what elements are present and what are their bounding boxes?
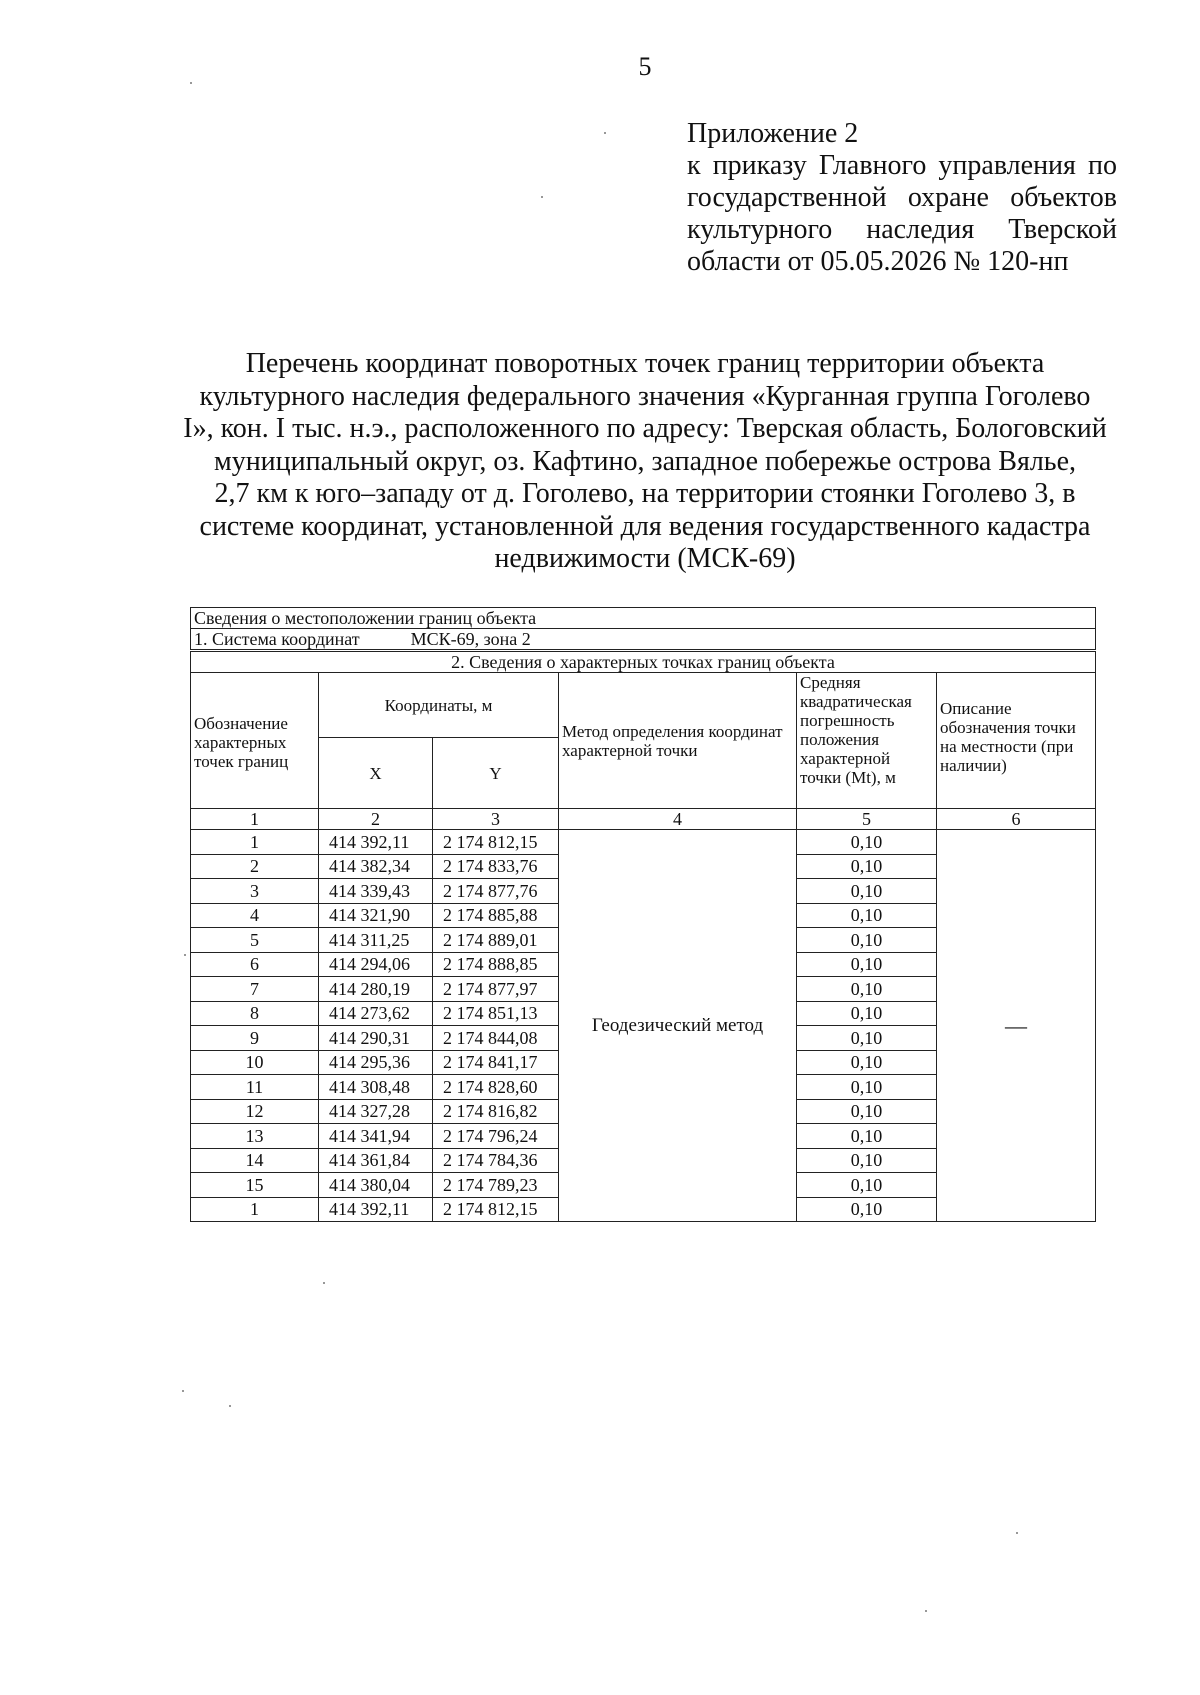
x-coordinate-cell: 414 341,94 [319, 1124, 433, 1149]
point-number-cell: 11 [191, 1075, 319, 1100]
y-coordinate-cell: 2 174 812,15 [433, 1197, 559, 1222]
scan-speck [190, 82, 192, 84]
scan-speck [1016, 1532, 1018, 1534]
document-title [170, 348, 1120, 576]
col-number-5: 5 [797, 809, 937, 830]
x-coordinate-cell: 414 273,62 [319, 1001, 433, 1026]
scan-speck [229, 1405, 231, 1407]
point-number-cell: 15 [191, 1173, 319, 1198]
scan-speck [184, 954, 186, 956]
col-number-4: 4 [559, 809, 797, 830]
x-coordinate-cell: 414 280,19 [319, 977, 433, 1002]
error-cell: 0,10 [797, 903, 937, 928]
header-error: Средняя квадратическая погрешность положения характерной точки (Mt), м [797, 673, 937, 809]
scan-speck [925, 1610, 927, 1612]
x-coordinate-cell: 414 295,36 [319, 1050, 433, 1075]
header-point-designation: Обозначение характерных точек границ [191, 673, 319, 809]
col-number-3: 3 [433, 809, 559, 830]
x-coordinate-cell: 414 290,31 [319, 1026, 433, 1051]
col-number-2: 2 [319, 809, 433, 830]
point-number-cell: 6 [191, 952, 319, 977]
header-method: Метод определения координат характерной точки [559, 673, 797, 809]
x-coordinate-cell: 414 361,84 [319, 1148, 433, 1173]
coordinate-system-label: 1. Система координат [194, 629, 360, 649]
y-coordinate-cell: 2 174 828,60 [433, 1075, 559, 1100]
col-number-6: 6 [937, 809, 1096, 830]
page-number: 5 [638, 52, 652, 81]
y-coordinate-cell: 2 174 833,76 [433, 854, 559, 879]
x-coordinate-cell: 414 311,25 [319, 928, 433, 953]
error-cell: 0,10 [797, 1001, 937, 1026]
y-coordinate-cell: 2 174 789,23 [433, 1173, 559, 1198]
title-line-2: культурного наследия федерального значения «Курганная группа Гоголево [199, 380, 1091, 412]
title-line-6: системе координат, установленной для ведения государственного кадастра [199, 510, 1091, 542]
x-coordinate-cell: 414 327,28 [319, 1099, 433, 1124]
point-number-cell: 3 [191, 879, 319, 904]
error-cell: 0,10 [797, 1173, 937, 1198]
y-coordinate-cell: 2 174 888,85 [433, 952, 559, 977]
coordinate-system-value: МСК-69, зона 2 [410, 629, 531, 649]
header-description: Описание обозначения точки на местности (при наличии) [937, 673, 1096, 809]
point-number-cell: 2 [191, 854, 319, 879]
coordinate-system-row [191, 629, 1096, 651]
appendix-line-1: Приложение 2 [687, 118, 859, 149]
col-number-1: 1 [191, 809, 319, 830]
error-cell: 0,10 [797, 1148, 937, 1173]
error-cell: 0,10 [797, 854, 937, 879]
y-coordinate-cell: 2 174 885,88 [433, 903, 559, 928]
title-line-7: недвижимости (МСК-69) [494, 543, 796, 574]
method-cell: Геодезический метод [559, 830, 797, 1222]
x-coordinate-cell: 414 339,43 [319, 879, 433, 904]
x-coordinate-cell: 414 392,11 [319, 830, 433, 855]
table-row [191, 830, 1096, 855]
header-coordinates: Координаты, м [319, 673, 559, 738]
appendix-line-3: государственной охране объектов [687, 182, 1117, 213]
point-number-cell: 13 [191, 1124, 319, 1149]
x-coordinate-cell: 414 382,34 [319, 854, 433, 879]
title-line-3: I», кон. I тыс. н.э., расположенного по адресу: Тверская область, Бологовский [183, 413, 1107, 444]
appendix-line-5: области от 05.05.2026 № 120-нп [687, 246, 1069, 277]
error-cell: 0,10 [797, 977, 937, 1002]
y-coordinate-cell: 2 174 812,15 [433, 830, 559, 855]
point-number-cell: 7 [191, 977, 319, 1002]
appendix-line-2: к приказу Главного управления по [687, 150, 1117, 181]
error-cell: 0,10 [797, 879, 937, 904]
point-number-cell: 1 [191, 830, 319, 855]
scan-speck [323, 1282, 325, 1284]
x-coordinate-cell: 414 392,11 [319, 1197, 433, 1222]
y-coordinate-cell: 2 174 816,82 [433, 1099, 559, 1124]
point-number-cell: 10 [191, 1050, 319, 1075]
description-cell: — [937, 830, 1096, 1222]
error-cell: 0,10 [797, 1075, 937, 1100]
section-title: Сведения о местоположении границ объекта [191, 608, 1096, 629]
error-cell: 0,10 [797, 830, 937, 855]
x-coordinate-cell: 414 380,04 [319, 1173, 433, 1198]
point-number-cell: 12 [191, 1099, 319, 1124]
point-number-cell: 9 [191, 1026, 319, 1051]
scan-speck [182, 1390, 184, 1392]
y-coordinate-cell: 2 174 851,13 [433, 1001, 559, 1026]
x-coordinate-cell: 414 308,48 [319, 1075, 433, 1100]
title-line-4: муниципальный округ, оз. Кафтино, западное побережье острова Вялье, [213, 445, 1077, 477]
title-line-5: 2,7 км к юго–западу от д. Гоголево, на территории стоянки Гоголево 3, в [214, 478, 1076, 509]
y-coordinate-cell: 2 174 877,76 [433, 879, 559, 904]
title-line-1: Перечень координат поворотных точек границ территории объекта [245, 348, 1045, 379]
y-coordinate-cell: 2 174 784,36 [433, 1148, 559, 1173]
scan-speck [604, 132, 606, 134]
error-cell: 0,10 [797, 1197, 937, 1222]
point-number-cell: 8 [191, 1001, 319, 1026]
point-number-cell: 5 [191, 928, 319, 953]
y-coordinate-cell: 2 174 877,97 [433, 977, 559, 1002]
coordinates-table [190, 607, 1096, 1222]
y-coordinate-cell: 2 174 841,17 [433, 1050, 559, 1075]
table-body [191, 830, 1096, 1222]
y-coordinate-cell: 2 174 889,01 [433, 928, 559, 953]
y-coordinate-cell: 2 174 844,08 [433, 1026, 559, 1051]
point-number-cell: 14 [191, 1148, 319, 1173]
error-cell: 0,10 [797, 928, 937, 953]
error-cell: 0,10 [797, 1026, 937, 1051]
y-coordinate-cell: 2 174 796,24 [433, 1124, 559, 1149]
header-x: X [319, 738, 433, 809]
point-number-cell: 4 [191, 903, 319, 928]
error-cell: 0,10 [797, 1050, 937, 1075]
x-coordinate-cell: 414 321,90 [319, 903, 433, 928]
appendix-header [687, 118, 1117, 278]
error-cell: 0,10 [797, 1099, 937, 1124]
error-cell: 0,10 [797, 952, 937, 977]
appendix-line-4: культурного наследия Тверской [687, 214, 1117, 245]
point-number-cell: 1 [191, 1197, 319, 1222]
error-cell: 0,10 [797, 1124, 937, 1149]
x-coordinate-cell: 414 294,06 [319, 952, 433, 977]
scan-speck [541, 196, 543, 198]
points-title: 2. Сведения о характерных точках границ объекта [191, 651, 1096, 673]
header-y: Y [433, 738, 559, 809]
